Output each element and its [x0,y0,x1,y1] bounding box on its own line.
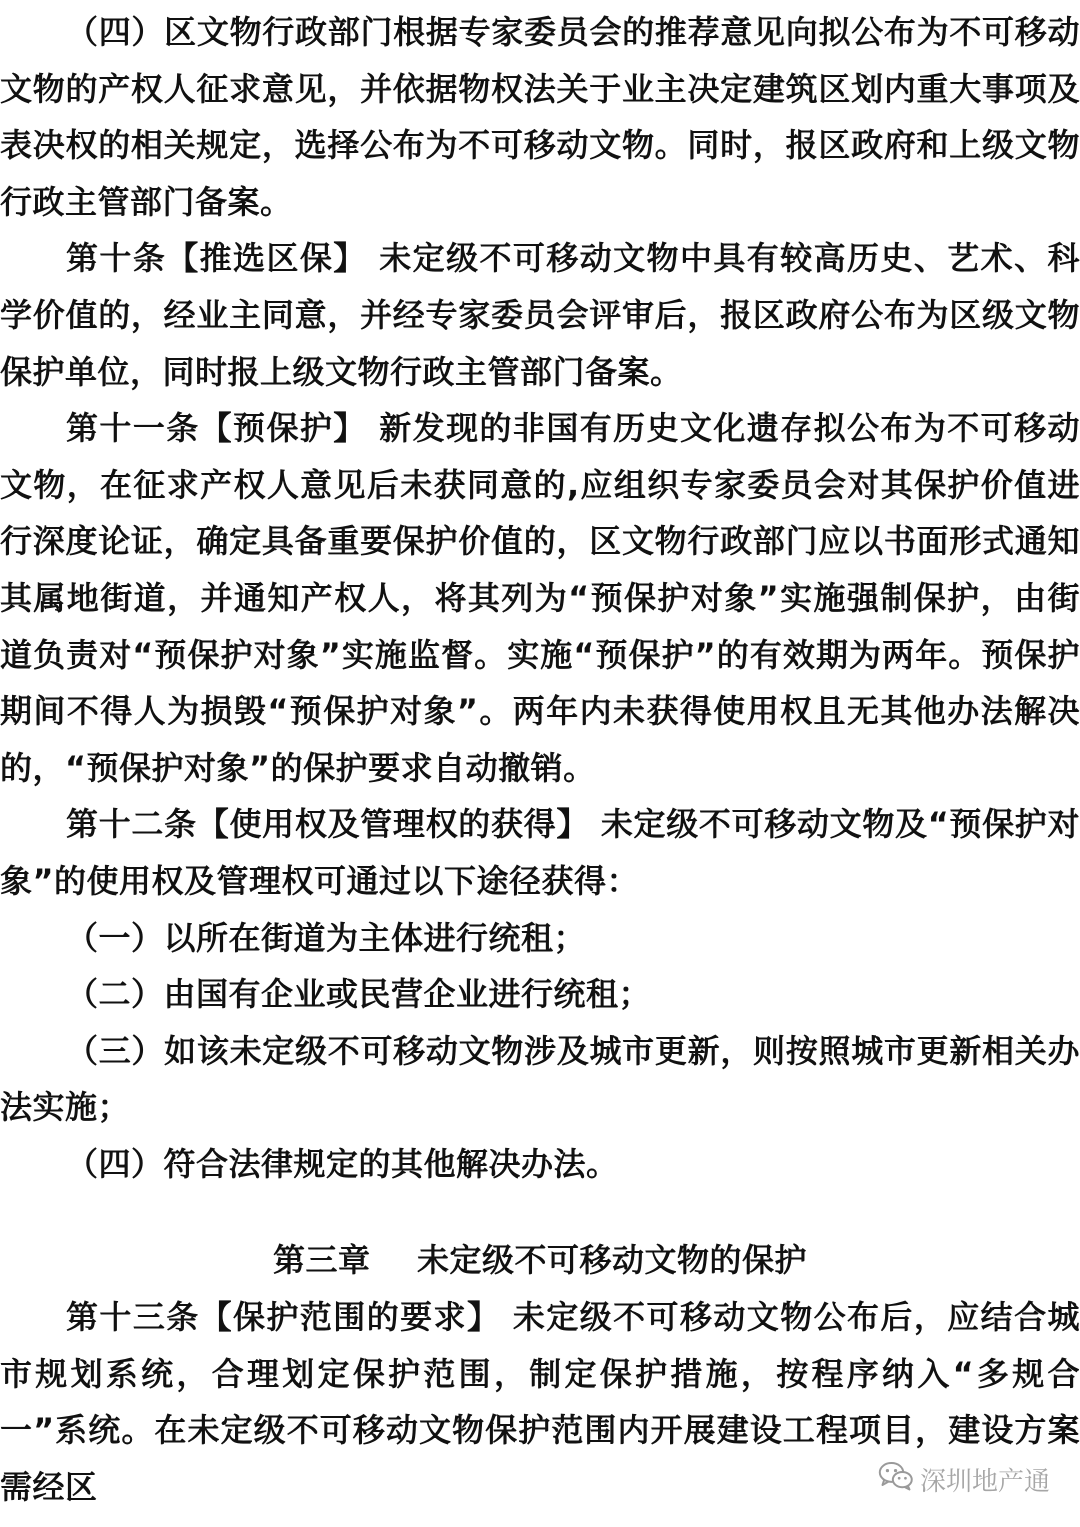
paragraph-article-13: 第十三条【保护范围的要求】 未定级不可移动文物公布后，应结合城市规划系统，合理划定保护范围，制定保护措施，按程序纳入“多规合一”系统。在未定级不可移动文物保护范围内开展建设工程项目，建设方案需经区 [0,1298,1080,1506]
list-item-2: （二）由国有企业或民营企业进行统租； [66,975,652,1014]
paragraph-article-10: 第十条【推选区保】 未定级不可移动文物中具有较高历史、艺术、科学价值的，经业主同意，并经专家委员会评审后，报区政府公布为区级文物保护单位，同时报上级文物行政主管部门备案。 [0,239,1080,391]
list-item-3: （三）如该未定级不可移动文物涉及城市更新，则按照城市更新相关办法实施； [0,1031,1080,1127]
paragraph-article-12: 第十二条【使用权及管理权的获得】 未定级不可移动文物及“预保护对象”的使用权及管理权可通过以下途径获得： [0,805,1080,900]
wechat-icon [878,1460,914,1499]
watermark [878,1460,1050,1499]
chapter-heading: 第三章 未定级不可移动文物的保护 [272,1241,808,1280]
paragraph-article-11: 第十一条【预保护】 新发现的非国有历史文化遗存拟公布为不可移动文物，在征求产权人意见后未获同意的,应组织专家委员会对其保护价值进行深度论证，确定具备重要保护价值的，区文物行政部门应以书面形式通知其属地街道，并通知产权人，将其列为“预保护对象”实施强制保护，由街道负责对“预保护对象”实施监督。实施“预保护”的有效期为两年。预保护期间不得人为损毁“预保护对象”。两年内未获得使用权且无其他办法解决的，“预保护对象”的保护要求自动撤销。 [0,409,1080,787]
paragraph-item-four-note: （四）区文物行政部门根据专家委员会的推荐意见向拟公布为不可移动文物的产权人征求意见，并依据物权法关于业主决定建筑区划内重大事项及表决权的相关规定，选择公布为不可移动文物。同时，报区政府和上级文物行政主管部门备案。 [0,13,1080,221]
list-item-4: （四）符合法律规定的其他解决办法。 [66,1144,619,1183]
watermark-text: 深圳地产通 [919,1467,1050,1497]
list-item-1: （一）以所在街道为主体进行统租； [66,918,587,957]
